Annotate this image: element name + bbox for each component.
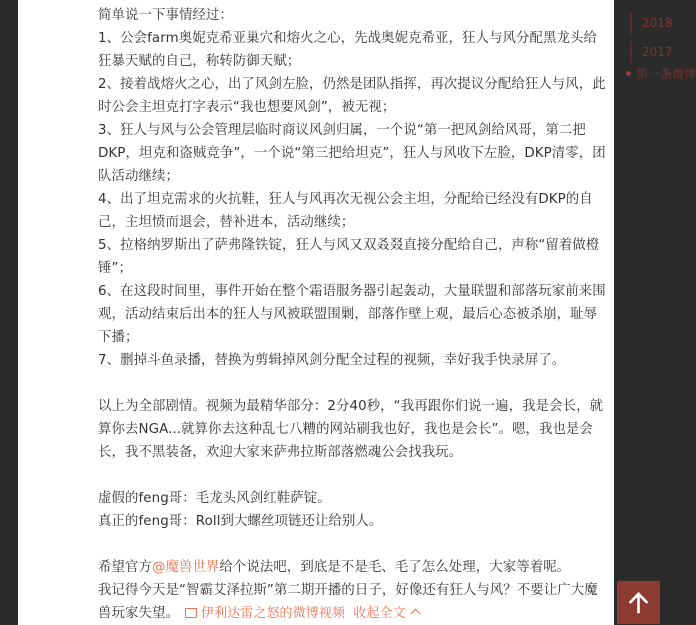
chevron-up-icon — [410, 609, 420, 619]
collapse-link[interactable] — [353, 606, 418, 621]
event-5: 5、拉格纳罗斯出了萨弗隆铁锭，狂人与风又双叒叕直接分配给自己，声称“留着做橙锤”； — [98, 238, 600, 276]
timeline-sidebar — [626, 0, 696, 625]
video-icon — [185, 608, 197, 618]
weibo-article — [18, 0, 614, 625]
event-6: 6、在这段时间里，事件开始在整个霜语服务器引起轰动，大量联盟和部落玩家前来围观，活动结束后出本的狂人与风被联盟围剿，部落作壁上观，最后心态被杀崩，耻辱下播； — [98, 284, 606, 345]
mention-link[interactable]: @魔兽世界 — [151, 560, 220, 575]
fake-feng-text: 虚假的feng哥：毛龙头风剑红鞋萨锭。 — [98, 491, 331, 506]
event-4: 4、出了坦克需求的火抗鞋，狂人与风再次无视公会主坦，分配给已经没有DKP的自己，主坦愤而退会，替补进本，活动继续； — [98, 192, 593, 230]
back-to-top-button[interactable] — [617, 581, 660, 624]
year-item-2018[interactable]: 2018 — [630, 12, 678, 34]
event-2: 2、接着战熔火之心，出了风剑左脸，仍然是团队指挥，再次提议分配给狂人与风，此时公会主坦克打字表示“我也想要风剑”，被无视； — [98, 77, 606, 115]
event-3: 3、狂人与风与公会管理层临时商议风剑归属，一个说“第一把风剑给风哥，第二把DKP，坦克和盗贼竞争”，一个说“第三把给坦克”，狂人与风收下左脸，DKP清零，团队活动继续； — [98, 123, 606, 184]
closing-text: 我记得今天是“智霸艾泽拉斯”第二期开播的日子，好像还有狂人与风？不要让广大魔兽玩家失望。 — [98, 583, 598, 621]
first-post-label: 第一条微博 — [636, 67, 696, 81]
article-body — [98, 4, 606, 625]
event-1: 1、公会farm奥妮克希亚巢穴和熔火之心，先战奥妮克希亚，狂人与风分配黑龙头给狂暴天赋的自己，称转防御天赋； — [98, 31, 597, 69]
video-link[interactable] — [185, 606, 345, 621]
timeline-dot-icon — [626, 71, 631, 76]
closing-paragraph — [98, 579, 606, 625]
video-link-label: 伊利达雷之怒的微博视频 — [200, 606, 346, 621]
collapse-link-label: 收起全文 — [353, 606, 406, 621]
hope-paragraph — [98, 556, 606, 579]
real-feng-text: 真正的feng哥：Roll到大螺丝项链还让给别人。 — [98, 514, 383, 529]
summary-text: 以上为全部剧情。视频为最精华部分：2分40秒，“我再跟你们说一遍，我是会长，就算你去NGA...就算你去这种乱七八糟的网站刷我也好，我也是会长”。嗯，我也是会长，我不黑装备，欢迎大家来萨弗拉斯部落燃魂公会找我玩。 — [98, 399, 604, 460]
first-post-link[interactable] — [626, 65, 696, 82]
intro-text: 简单说一下事情经过： — [98, 8, 233, 23]
hope-prefix: 希望官方 — [98, 560, 152, 575]
year-item-2017[interactable]: 2017 — [630, 41, 678, 63]
footer-links — [185, 606, 423, 621]
event-7: 7、删掉斗鱼录播，替换为剪辑掉风剑分配全过程的视频，幸好我手快录屏了。 — [98, 353, 566, 368]
arrow-up-icon — [627, 591, 650, 614]
hope-suffix: 给个说法吧，到底是不是毛、毛了怎么处理，大家等着呢。 — [219, 560, 571, 575]
